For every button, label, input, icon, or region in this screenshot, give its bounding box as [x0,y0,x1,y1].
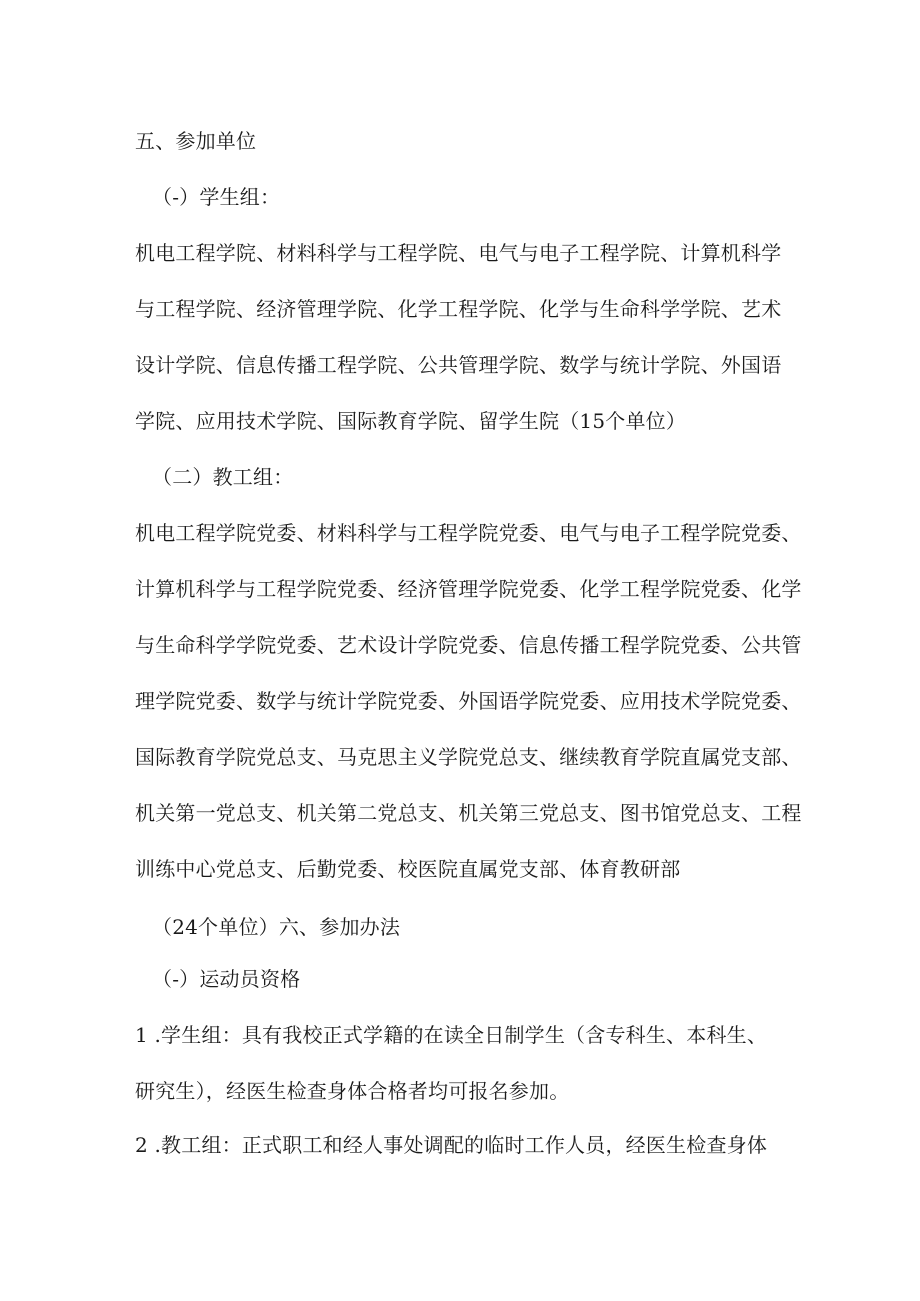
staff-group-line: 机电工程学院党委、材料科学与工程学院党委、电气与电子工程学院党委、 [135,521,802,545]
staff-group-line: 国际教育学院党总支、马克思主义学院党总支、继续教育学院直属党支部、 [135,745,802,769]
section-five-heading: 五、参加单位 [135,129,257,153]
staff-qualification-line: 2 .教工组：正式职工和经人事处调配的临时工作人员，经医生检查身体 [135,1133,768,1157]
student-qualification-line: 研究生），经医生检查身体合格者均可报名参加。 [135,1079,570,1103]
staff-group-line: 与生命科学学院党委、艺术设计学院党委、信息传播工程学院党委、公共管 [135,633,802,657]
staff-group-line: 训练中心党总支、后勤党委、校医院直属党支部、体育教研部 [135,857,681,881]
staff-group-line: 机关第一党总支、机关第二党总支、机关第三党总支、图书馆党总支、工程 [135,801,802,825]
student-group-line: 设计学院、信息传播工程学院、公共管理学院、数学与统计学院、外国语 [135,353,782,377]
student-group-line: 与工程学院、经济管理学院、化学工程学院、化学与生命科学学院、艺术 [135,297,782,321]
student-group-label: （-）学生组： [152,185,281,209]
athlete-qualification-label: （-）运动员资格 [152,967,301,991]
student-group-line: 机电工程学院、材料科学与工程学院、电气与电子工程学院、计算机科学 [135,241,782,265]
staff-group-line: 计算机科学与工程学院党委、经济管理学院党委、化学工程学院党委、化学 [135,577,802,601]
staff-group-line: 理学院党委、数学与统计学院党委、外国语学院党委、应用技术学院党委、 [135,689,802,713]
section-six-heading: （24个单位）六、参加办法 [152,915,401,939]
staff-group-label: （二）教工组： [152,465,294,489]
student-qualification-line: 1 .学生组：具有我校正式学籍的在读全日制学生（含专科生、本科生、 [135,1023,768,1047]
student-group-line: 学院、应用技术学院、国际教育学院、留学生院（15个单位） [135,409,687,433]
